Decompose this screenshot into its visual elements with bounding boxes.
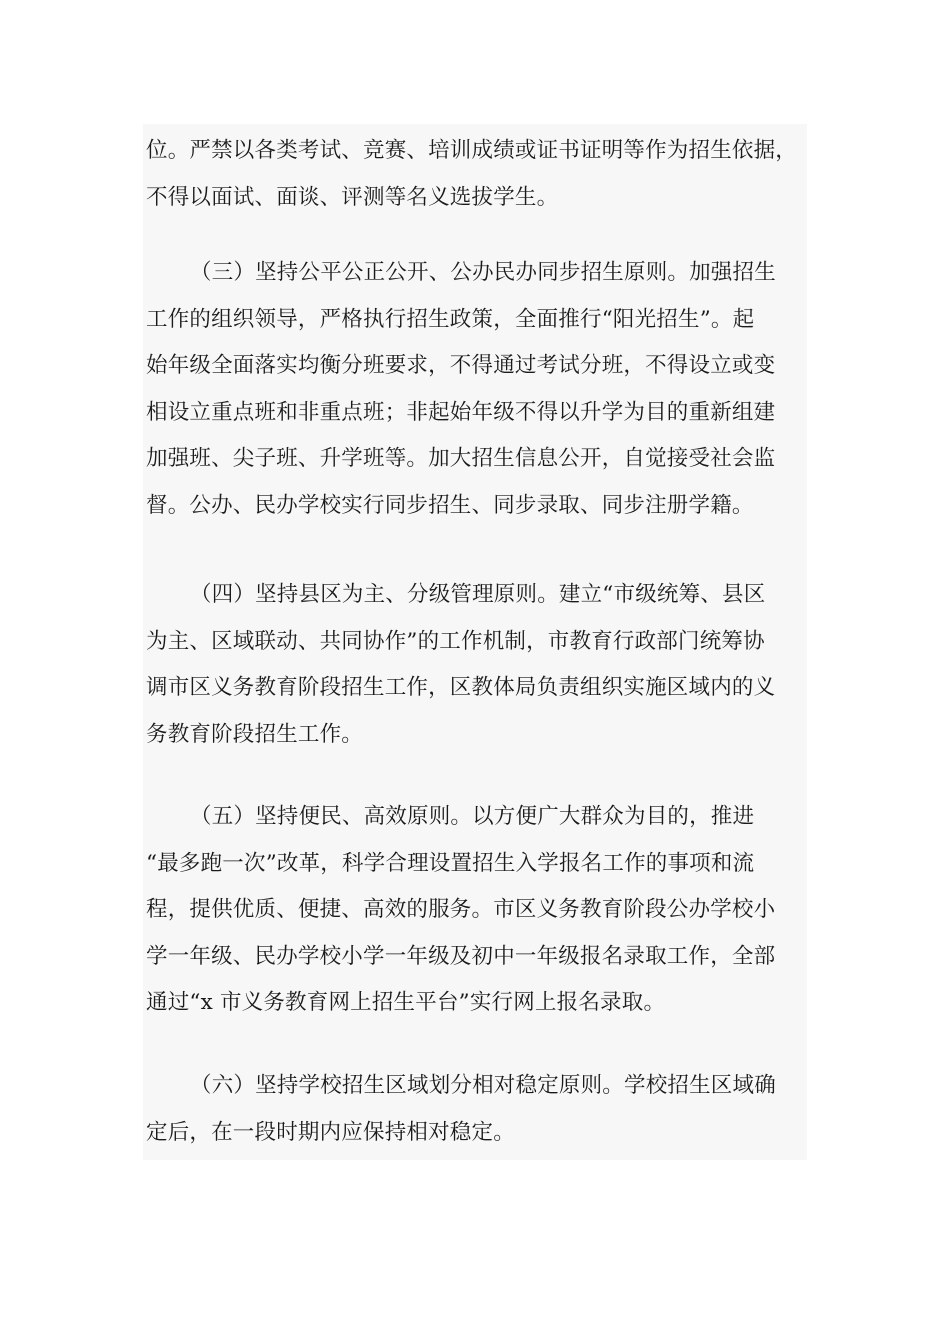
text-line: （四）坚持县区为主、分级管理原则。建立“市级统筹、县区 — [190, 582, 766, 607]
text-line: 工作的组织领导，严格执行招生政策，全面推行“阳光招生”。起 — [146, 306, 755, 332]
paragraph-principle-4 — [146, 572, 806, 758]
text-line: 相设立重点班和非重点班；非起始年级不得以升学为目的重新组建 — [146, 399, 776, 425]
text-line: 调市区义务教育阶段招生工作，区教体局负责组织实施区域内的义 — [146, 675, 776, 700]
text-line: 加强班、尖子班、升学班等。加大招生信息公开，自觉接受社会监 — [146, 446, 776, 471]
text-line: 学一年级、民办学校小学一年级及初中一年级报名录取工作，全部 — [146, 943, 776, 969]
text-line: 程，提供优质、便捷、高效的服务。市区义务教育阶段公办学校小 — [146, 897, 776, 922]
text-line: 通过“x 市义务教育网上招生平台”实行网上报名录取。 — [146, 990, 666, 1015]
paragraph-principle-6 — [146, 1063, 806, 1156]
text-line: 督。公办、民办学校实行同步招生、同步录取、同步注册学籍。 — [146, 492, 754, 518]
text-line: 不得以面试、面谈、评测等名义选拔学生。 — [146, 184, 559, 210]
text-line: 位。严禁以各类考试、竞赛、培训成绩或证书证明等作为招生依据， — [146, 138, 798, 163]
text-line: 始年级全面落实均衡分班要求，不得通过考试分班，不得设立或变 — [146, 353, 776, 378]
text-line: （六）坚持学校招生区域划分相对稳定原则。学校招生区域确 — [190, 1073, 776, 1098]
paragraph-principle-3 — [146, 250, 806, 529]
text-line: 定后，在一段时期内应保持相对稳定。 — [146, 1119, 515, 1145]
text-line: 为主、区域联动、共同协作”的工作机制，市教育行政部门统筹协 — [146, 628, 765, 654]
paragraph-admission-basis — [146, 128, 806, 221]
text-line: （五）坚持便民、高效原则。以方便广大群众为目的，推进 — [190, 804, 755, 829]
paragraph-principle-5 — [146, 794, 806, 1027]
text-line: （三）坚持公平公正公开、公办民办同步招生原则。加强招生 — [190, 260, 776, 285]
text-line: “最多跑一次”改革，科学合理设置招生入学报名工作的事项和流 — [146, 850, 755, 876]
text-line: 务教育阶段招生工作。 — [146, 721, 364, 747]
